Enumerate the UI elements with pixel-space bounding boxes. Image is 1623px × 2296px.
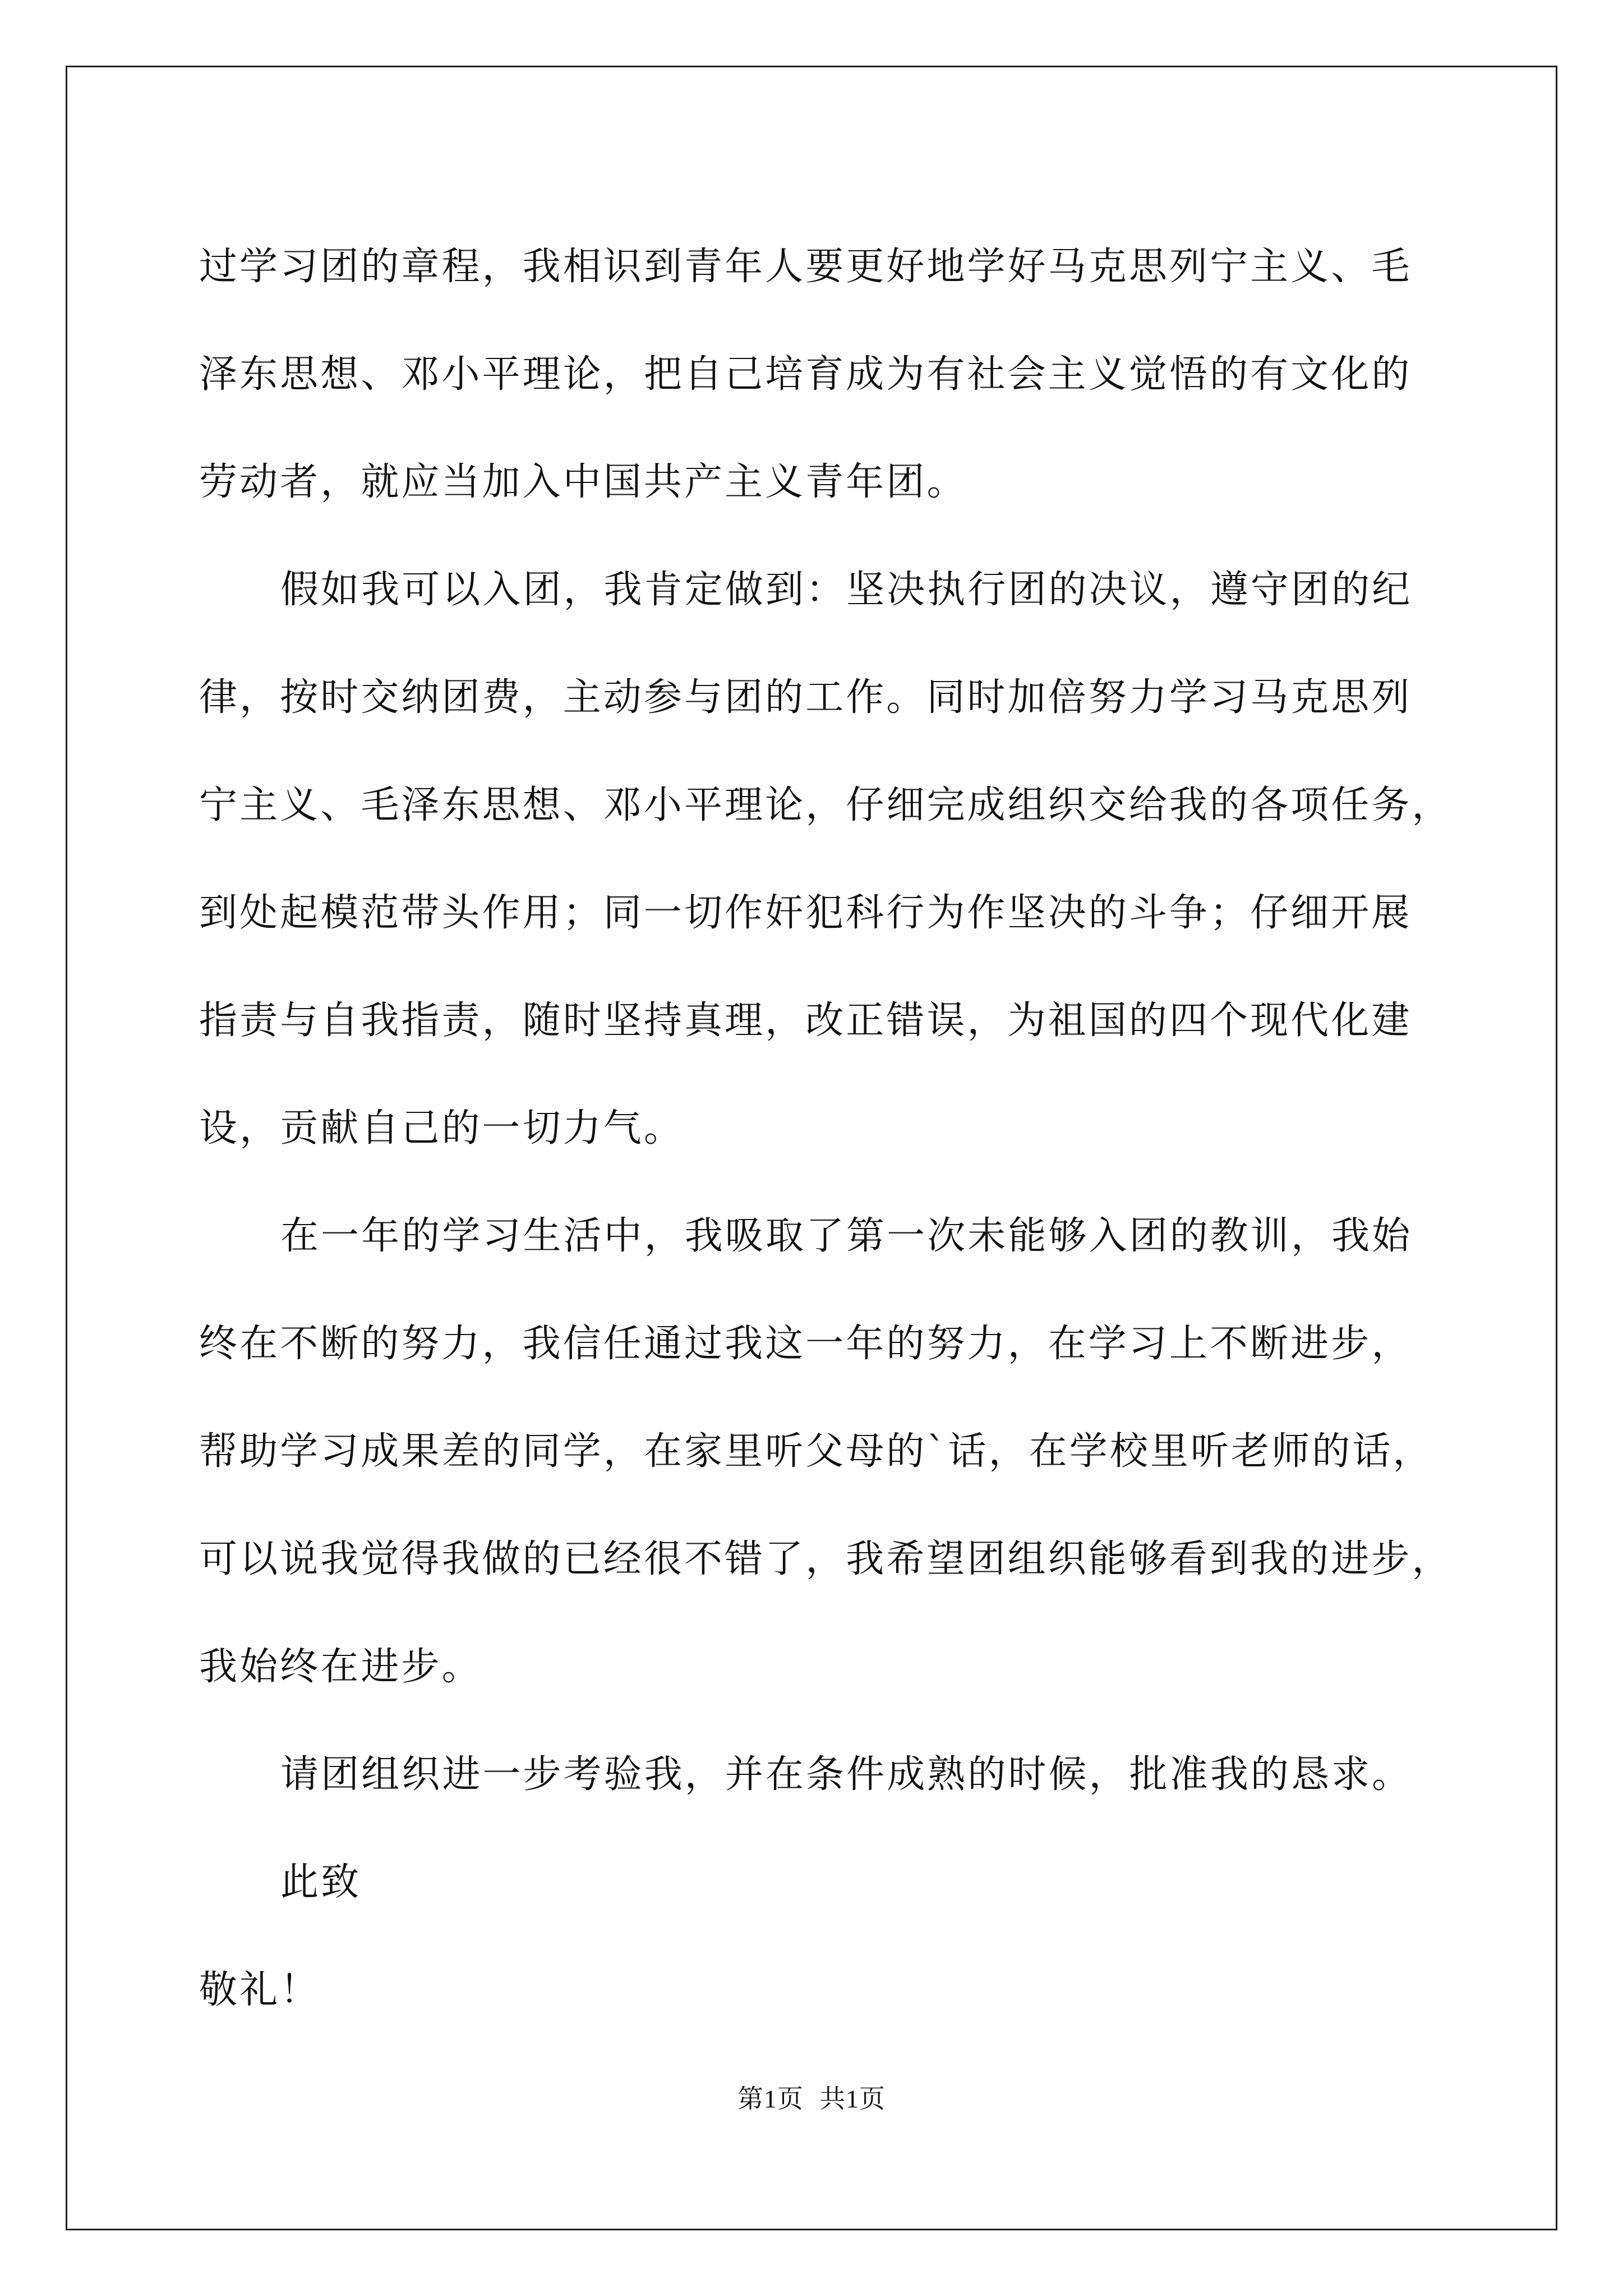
body-line: 泽东思想、邓小平理论，把自己培育成为有社会主义觉悟的有文化的	[199, 352, 1412, 397]
body-line: 设，贡献自己的一切力气。	[199, 1106, 684, 1151]
page-number: 第1页	[737, 2085, 804, 2113]
body-line: 劳动者，就应当加入中国共产主义青年团。	[199, 460, 967, 504]
letter-body	[199, 213, 1453, 2044]
body-line: 假如我可以入团，我肯定做到：坚决执行团的决议，遵守团的纪	[280, 568, 1413, 612]
page-footer	[0, 2078, 1623, 2115]
salutation-line: 敬礼！	[199, 1968, 321, 2012]
body-line: 过学习团的章程，我相识到青年人要更好地学好马克思列宁主义、毛	[199, 245, 1412, 289]
closing-line: 此致	[280, 1860, 362, 1904]
body-line: 在一年的学习生活中，我吸取了第一次未能够入团的教训，我始	[280, 1214, 1413, 1258]
body-line: 终在不断的努力，我信任通过我这一年的努力，在学习上不断进步，	[199, 1322, 1412, 1366]
body-line: 帮助学习成果差的同学，在家里听父母的`话，在学校里听老师的话，	[199, 1429, 1433, 1474]
body-line: 宁主义、毛泽东思想、邓小平理论，仔细完成组织交给我的各项任务，	[199, 783, 1453, 827]
body-line: 到处起模范带头作用；同一切作奸犯科行为作坚决的斗争；仔细开展	[199, 891, 1412, 935]
body-line: 律，按时交纳团费，主动参与团的工作。同时加倍努力学习马克思列	[199, 675, 1412, 720]
body-line: 请团组织进一步考验我，并在条件成熟的时候，批准我的恳求。	[280, 1752, 1413, 1797]
body-line: 我始终在进步。	[199, 1645, 482, 1689]
body-line: 可以说我觉得我做的已经很不错了，我希望团组织能够看到我的进步，	[199, 1537, 1453, 1581]
page-total: 共1页	[819, 2085, 886, 2113]
body-line: 指责与自我指责，随时坚持真理，改正错误，为祖国的四个现代化建	[199, 999, 1412, 1043]
